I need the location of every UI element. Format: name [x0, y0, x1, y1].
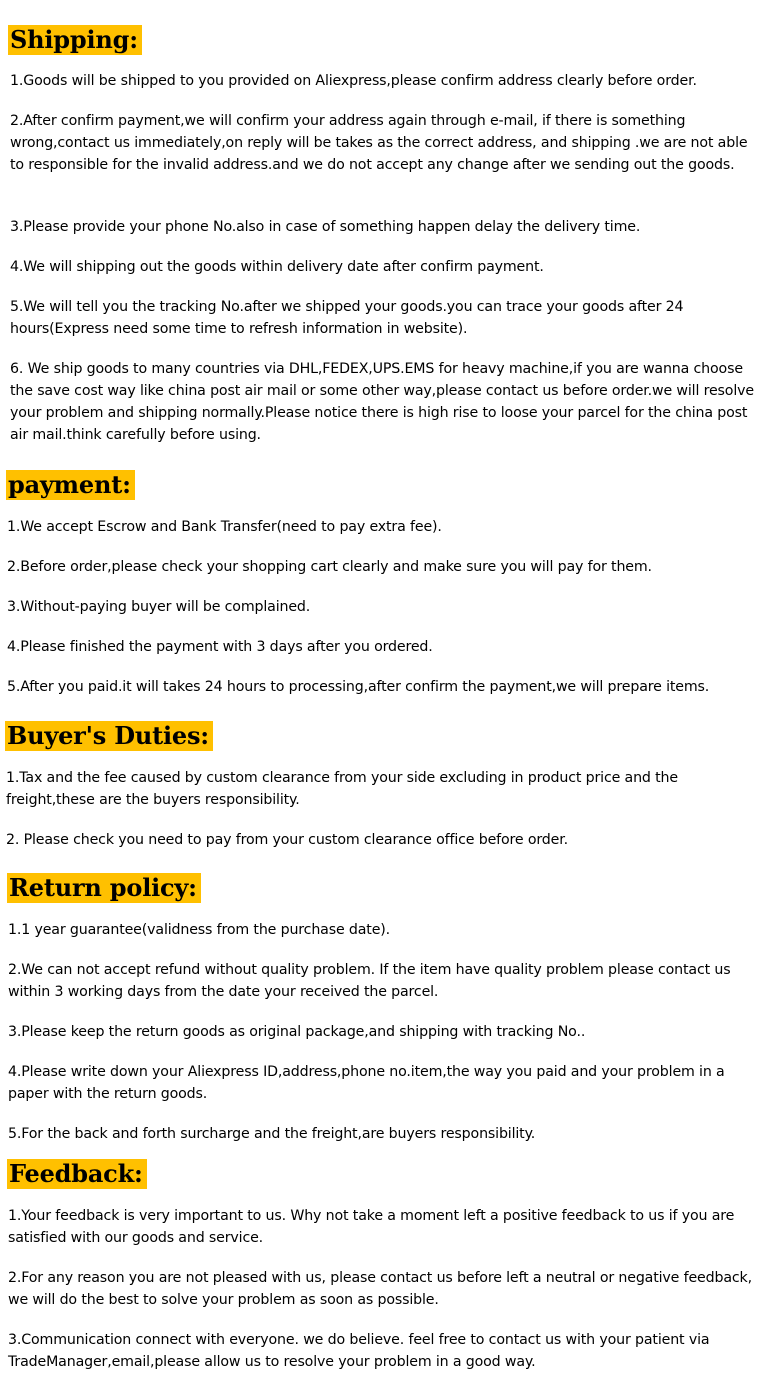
feedback-item-2: 2.For any reason you are not pleased with us, please contact us before left a neutral or negative feedback, we will do the best to solve your problem as soon as possible.	[8, 1270, 752, 1308]
payment-item-4: 4.Please finished the payment with 3 days after you ordered.	[7, 639, 433, 655]
returns-item-3: 3.Please keep the return goods as original package,and shipping with tracking No..	[8, 1024, 586, 1040]
feedback-item-3: 3.Communication connect with everyone. we do believe. feel free to contact us with your patient via TradeManager,email,please allow us to resolve your problem in a good way.	[8, 1332, 710, 1370]
returns-item-4: 4.Please write down your Aliexpress ID,address,phone no.item,the way you paid and your problem in a paper with the return goods.	[8, 1064, 725, 1102]
returns-heading: Return policy:	[7, 873, 201, 903]
payment-heading: payment:	[6, 470, 135, 500]
duties-heading: Buyer's Duties:	[5, 721, 213, 751]
shipping-item-3: 3.Please provide your phone No.also in case of something happen delay the delivery time.	[10, 219, 641, 235]
returns-item-2: 2.We can not accept refund without quality problem. If the item have quality problem please contact us within 3 working days from the date your received the parcel.	[8, 962, 731, 1000]
shipping-heading: Shipping:	[8, 25, 142, 55]
shipping-item-5: 5.We will tell you the tracking No.after we shipped your goods.you can trace your goods after 24 hours(Express need some time to refresh information in website).	[10, 299, 684, 337]
payment-item-3: 3.Without-paying buyer will be complained.	[7, 599, 311, 615]
payment-item-1: 1.We accept Escrow and Bank Transfer(need to pay extra fee).	[7, 519, 442, 535]
duties-item-2: 2. Please check you need to pay from your custom clearance office before order.	[6, 832, 568, 848]
feedback-item-1: 1.Your feedback is very important to us. Why not take a moment left a positive feedback to us if you are satisfied with our goods and service.	[8, 1208, 735, 1246]
duties-item-1: 1.Tax and the fee caused by custom clearance from your side excluding in product price and the freight,these are the buyers responsibility.	[6, 770, 678, 808]
payment-item-5: 5.After you paid.it will takes 24 hours to processing,after confirm the payment,we will prepare items.	[7, 679, 710, 695]
shipping-item-4: 4.We will shipping out the goods within delivery date after confirm payment.	[10, 259, 544, 275]
returns-item-1: 1.1 year guarantee(validness from the purchase date).	[8, 922, 391, 938]
returns-item-5: 5.For the back and forth surcharge and the freight,are buyers responsibility.	[8, 1126, 536, 1142]
shipping-item-2: 2.After confirm payment,we will confirm your address again through e-mail, if there is something wrong,contact us immediately,on reply will be takes as the correct address, and shipping .we are not able to responsible for the invalid address.and we do not accept any change after we sending out the goods.	[10, 113, 748, 173]
feedback-heading: Feedback:	[7, 1159, 147, 1189]
payment-item-2: 2.Before order,please check your shopping cart clearly and make sure you will pay for them.	[7, 559, 652, 575]
shipping-item-6: 6. We ship goods to many countries via DHL,FEDEX,UPS.EMS for heavy machine,if you are wanna choose the save cost way like china post air mail or some other way,please contact us before order.we will resolve your problem and shipping normally.Please notice there is high rise to loose your parcel for the china post air mail.think carefully before using.	[10, 361, 754, 443]
shipping-item-1: 1.Goods will be shipped to you provided on Aliexpress,please confirm address clearly before order.	[10, 73, 697, 89]
